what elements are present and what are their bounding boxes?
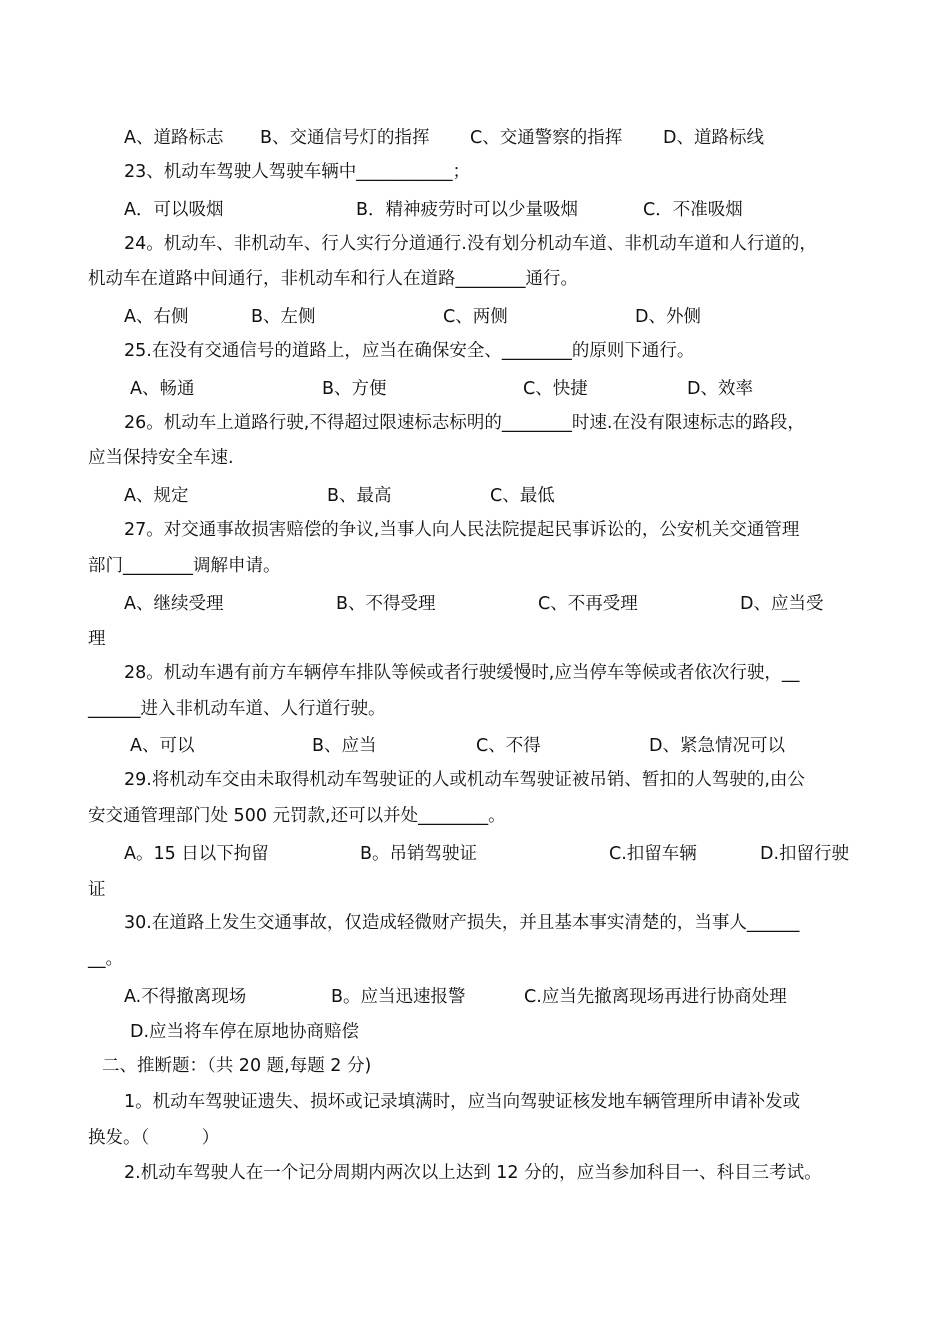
q26-stem-line2: 应当保持安全车速. [88,448,234,468]
q29-option-b: B。吊销驾驶证 [360,844,478,864]
q23-option-a: A．可以吸烟 [124,200,224,220]
q28-option-b: B、应当 [312,736,377,756]
q30-option-c: C.应当先撤离现场再进行协商处理 [524,987,787,1007]
section-heading: 二、推断题：（共 20 题,每题 2 分) [102,1056,372,1076]
q29-option-a: A。15 日以下拘留 [124,844,269,864]
q24-option-d: D、外侧 [635,307,701,327]
q27-option-a: A、继续受理 [124,594,224,614]
q27-option-c: C、不再受理 [538,594,638,614]
judgment-1-line1: 1。机动车驾驶证遗失、损坏或记录填满时，应当向驾驶证核发地车辆管理所申请补发或 [124,1092,801,1112]
q24-option-b: B、左侧 [251,307,316,327]
q30-stem-line1: 30.在道路上发生交通事故，仅造成轻微财产损失，并且基本事实清楚的，当事人______ [124,913,800,933]
q23-stem: 23、机动车驾驶人驾驶车辆中___________； [124,162,471,182]
q25-option-a: A、畅通 [130,379,195,399]
q25-option-d: D、效率 [687,379,753,399]
q25-option-b: B、方便 [322,379,387,399]
q25-option-c: C、快捷 [523,379,588,399]
q27-option-d: D、应当受 [740,594,824,614]
q28-option-c: C、不得 [476,736,541,756]
q27-stem-line1: 27。对交通事故损害赔偿的争议,当事人向人民法院提起民事诉讼的，公安机关交通管理 [124,520,800,540]
judgment-2-line1: 2.机动车驾驶人在一个记分周期内两次以上达到 12 分的，应当参加科目一、科目三考试。 [124,1163,822,1183]
q27-option-b: B、不得受理 [336,594,436,614]
q29-stem-line1: 29.将机动车交由未取得机动车驾驶证的人或机动车驾驶证被吊销、暂扣的人驾驶的,由公 [124,770,805,790]
q26-option-c: C、最低 [490,486,555,506]
q30-option-b: B。应当迅速报警 [331,987,466,1007]
q22-option-a: A、道路标志 [124,128,224,148]
q27-stem-line2: 部门________调解申请。 [88,556,281,576]
q22-option-c: C、交通警察的指挥 [470,128,623,148]
q29-option-d: D.扣留行驶 [760,844,850,864]
q25-stem: 25.在没有交通信号的道路上，应当在确保安全、________的原则下通行。 [124,341,695,361]
q22-option-b: B、交通信号灯的指挥 [260,128,430,148]
q29-option-d-continued: 证 [88,880,106,900]
q24-option-c: C、两侧 [443,307,508,327]
q24-stem-line2: 机动车在道路中间通行，非机动车和行人在道路________通行。 [88,269,578,289]
judgment-1-line2: 换发。（ ） [88,1128,220,1148]
q28-option-d: D、紧急情况可以 [649,736,785,756]
q30-option-a: A.不得撤离现场 [124,987,247,1007]
q28-option-a: A、可以 [130,736,195,756]
q23-option-c: C．不准吸烟 [643,200,743,220]
q30-option-d: D.应当将车停在原地协商赔偿 [130,1022,360,1042]
q26-option-a: A、规定 [124,486,189,506]
q29-option-c: C.扣留车辆 [609,844,697,864]
q29-stem-line2: 安交通管理部门处 500 元罚款,还可以并处________。 [88,806,506,826]
q28-stem-line2: ______进入非机动车道、人行道行驶。 [88,699,386,719]
q27-option-d-continued: 理 [88,629,106,649]
q26-stem-line1: 26。机动车上道路行驶,不得超过限速标志标明的________时速.在没有限速标志的路段， [124,413,805,433]
q26-option-b: B、最高 [327,486,392,506]
q24-stem-line1: 24。机动车、非机动车、行人实行分道通行.没有划分机动车道、非机动车道和人行道的， [124,234,817,254]
q28-stem-line1: 28。机动车遇有前方车辆停车排队等候或者行驶缓慢时,应当停车等候或者依次行驶，__ [124,663,800,683]
q30-stem-line2: __。 [88,949,123,969]
q22-option-d: D、道路标线 [663,128,764,148]
q23-option-b: B．精神疲劳时可以少量吸烟 [356,200,579,220]
q24-option-a: A、右侧 [124,307,189,327]
